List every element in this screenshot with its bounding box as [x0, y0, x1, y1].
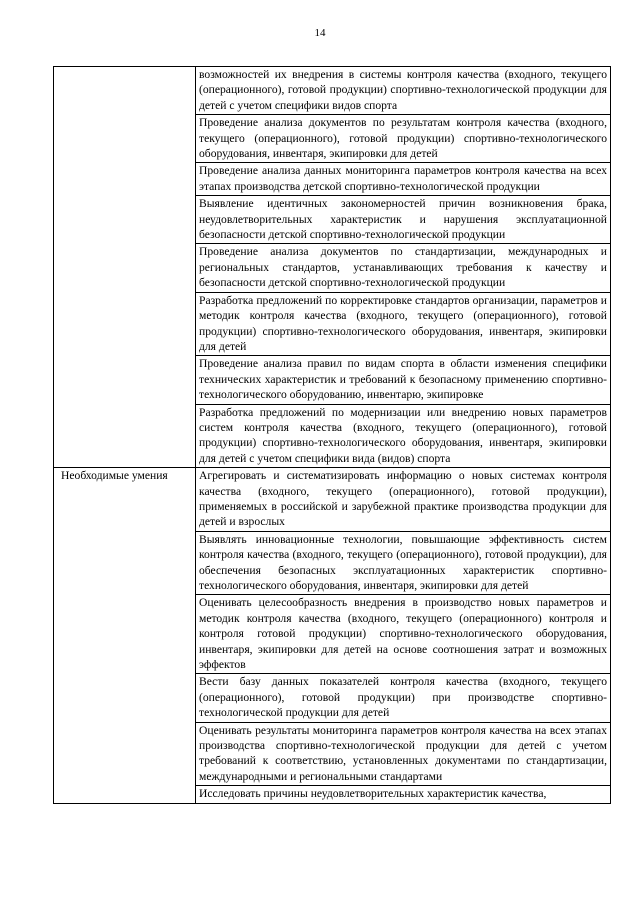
table-cell: Исследовать причины неудовлетворительных характеристик качества,	[196, 786, 611, 803]
table-cell: Оценивать целесообразность внедрения в производство новых параметров и методик контроля качества (входного, текущего (операционного) контроля и контроля готовой продукции) спортивно-технологического оборудования, инвентаря, экипировки для детей на основе соотношения затрат и возможных эффектов	[196, 595, 611, 674]
table-cell: Проведение анализа документов по стандартизации, международных и региональных стандартов, устанавливающих требования к качеству и безопасности детской спортивно-технологической продукции	[196, 244, 611, 292]
table-cell: Агрегировать и систематизировать информацию о новых системах контроля качества (входного, текущего (операционного), готовой продукции), применяемых в российской и зарубежной практике производства продукции для детей и взрослых	[196, 468, 611, 532]
table-cell: Проведение анализа данных мониторинга параметров контроля качества на всех этапах производства детской спортивно-технологической продукции	[196, 163, 611, 196]
section-label: Необходимые умения	[54, 468, 196, 804]
table-cell: Вести базу данных показателей контроля качества (входного, текущего (операционного), готовой продукции) при производстве спортивно-технологической продукции для детей	[196, 674, 611, 722]
section-label-empty	[54, 67, 196, 468]
table-cell: Проведение анализа документов по результатам контроля качества (входного, текущего (операционного), готовой продукции) спортивно-технологического оборудования, инвентаря, экипировки для детей	[196, 115, 611, 163]
table-cell: Оценивать результаты мониторинга параметров контроля качества на всех этапах производства спортивно-технологической продукции для детей с учетом требований к соответствию, установленных документами по стандартизации, международными и региональными стандартами	[196, 722, 611, 786]
page-number: 14	[314, 27, 326, 39]
table-cell: возможностей их внедрения в системы контроля качества (входного, текущего (операционного), готовой продукции) спортивно-технологической продукции для детей с учетом специфики видов спорта	[196, 67, 611, 115]
table-cell: Выявлять инновационные технологии, повышающие эффективность систем контроля качества (входного, текущего (операционного), готовой продукции), для обеспечения безопасных эксплуатационных характеристик спортивно-технологического оборудования, инвентаря, экипировки для детей	[196, 531, 611, 595]
table-cell: Проведение анализа правил по видам спорта в области изменения специфики технических характеристик и требований к безопасному применению спортивно-технологического оборудованию, инвентарю, экипировке	[196, 356, 611, 404]
table-row	[54, 468, 611, 532]
competency-table	[53, 66, 611, 804]
table-cell: Разработка предложений по корректировке стандартов организации, параметров и методик контроля качества (входного, текущего (операционного), готовой продукции) спортивно-технологического оборудования, инвентаря, экипировки для детей	[196, 292, 611, 356]
table-cell: Выявление идентичных закономерностей причин возникновения брака, неудовлетворительных характеристик и нарушения эксплуатационной безопасности детской спортивно-технологической продукции	[196, 196, 611, 244]
table-row	[54, 67, 611, 115]
table-cell: Разработка предложений по модернизации или внедрению новых параметров систем контроля качества (входного, текущего (операционного), готовой продукции) спортивно-технологического оборудования, инвентаря, экипировки для детей с учетом специфики вида (видов) спорта	[196, 404, 611, 468]
